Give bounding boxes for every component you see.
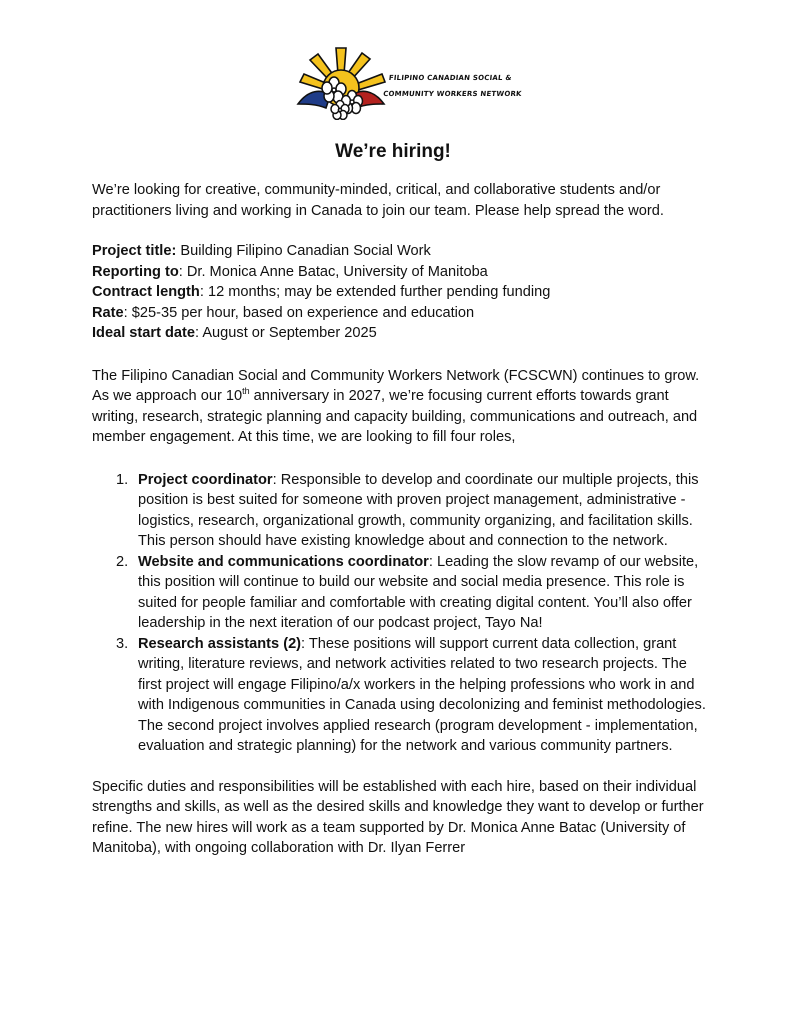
detail-contract-length xyxy=(92,282,714,303)
role-number: 2. xyxy=(116,553,129,570)
role-description: : These positions will support current data collection, grant writing, literature reviews, and network activities related to two research projects. The first project will engage Filipino/a/x workers in the helping professions who work in and with Indigenous communities in Canada using decolonizing and feminist methodologies. The second project involves applied research (program development - implementation, evaluation and strategic planning) for the network and various community partners. xyxy=(138,635,706,754)
roles-list xyxy=(92,470,714,757)
context-text-1: The Filipino Canadian Social and Community Workers Network (FCSCWN) continues to grow. As we approach our 10 xyxy=(92,367,700,404)
role-item xyxy=(92,552,714,634)
logo-line-2: COMMUNITY WORKERS NETWORK xyxy=(382,90,523,98)
detail-value: : Dr. Monica Anne Batac, University of Manitoba xyxy=(178,263,488,280)
role-description: : Responsible to develop and coordinate our multiple projects, this position is best suited for someone with proven project management, administrative - logistics, research, organizational growth, community organizing, and facilitation skills. This person should have existing knowledge about and connection to the network. xyxy=(138,471,699,549)
detail-start-date xyxy=(92,323,714,344)
detail-value: : $25-35 per hour, based on experience and education xyxy=(123,304,475,321)
detail-rate xyxy=(92,303,714,324)
detail-label: Reporting to xyxy=(92,263,179,280)
context-text-2: anniversary in 2027, we’re focusing current efforts towards grant writing, research, strategic planning and capacity building, communications and outreach, and member engagement. At this time, we are looking to fill four roles, xyxy=(92,388,698,445)
detail-value: : August or September 2025 xyxy=(195,325,377,341)
page-title: We’re hiring! xyxy=(335,141,451,162)
detail-project-title xyxy=(92,241,714,262)
role-item xyxy=(92,634,714,757)
logo-line-1: FILIPINO CANADIAN SOCIAL & xyxy=(388,74,513,82)
role-title: Project coordinator xyxy=(138,471,273,488)
organization-logo xyxy=(296,44,523,120)
ordinal-suffix: th xyxy=(242,386,250,397)
detail-label: Rate xyxy=(92,304,124,321)
logo-wordmark xyxy=(382,70,523,102)
detail-value: Building Filipino Canadian Social Work xyxy=(176,243,431,259)
document-body xyxy=(92,180,714,859)
closing-paragraph: Specific duties and responsibilities will be established with each hire, based on their individual strengths and skills, as well as the desired skills and knowledge they want to develop or further refine. The new hires will work as a team supported by Dr. Monica Anne Batac (University of Manitoba), with ongoing collaboration with Dr. Ilyan Ferrer xyxy=(92,778,704,856)
job-details xyxy=(92,241,714,344)
role-number: 1. xyxy=(116,471,129,488)
role-title: Website and communications coordinator xyxy=(138,553,429,570)
role-description: : Leading the slow revamp of our website, this position will continue to build our website and social media presence. This role is suited for people familiar and comfortable with creating digital content. You’ll also offer leadership in the next iteration of our podcast project, Tayo Na! xyxy=(138,553,699,631)
role-item xyxy=(92,470,714,552)
detail-value: : 12 months; may be extended further pending funding xyxy=(199,284,551,300)
context-paragraph xyxy=(92,366,714,448)
role-title: Research assistants (2) xyxy=(138,635,302,652)
detail-label: Project title: xyxy=(92,243,177,259)
sun-flower-logo-icon xyxy=(296,44,388,120)
role-number: 3. xyxy=(116,635,129,652)
detail-reporting-to xyxy=(92,262,714,283)
detail-label: Contract length xyxy=(92,284,200,300)
detail-label: Ideal start date xyxy=(92,325,196,341)
intro-paragraph: We’re looking for creative, community-minded, critical, and collaborative students and/or practitioners living and working in Canada to join our team. Please help spread the word. xyxy=(92,182,664,219)
